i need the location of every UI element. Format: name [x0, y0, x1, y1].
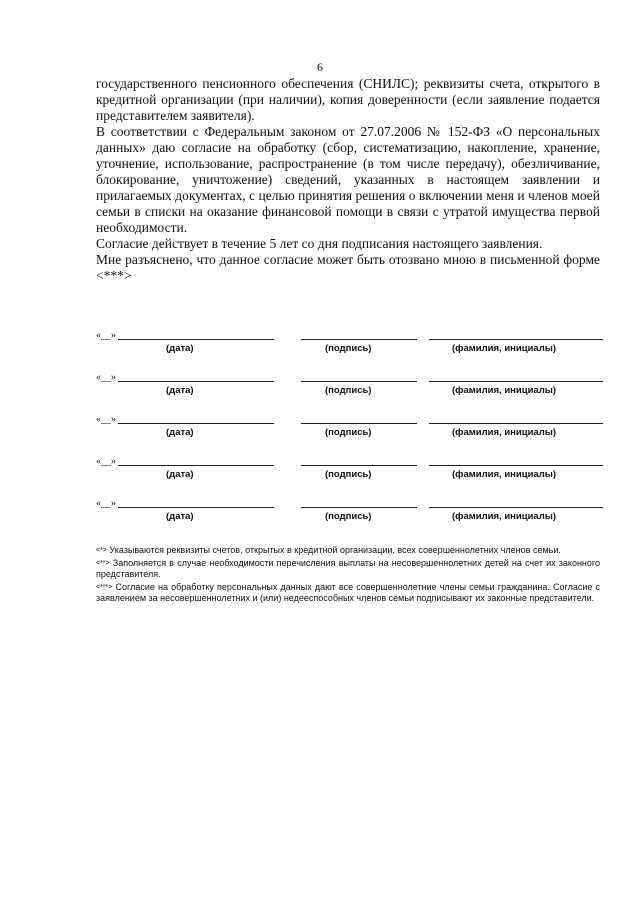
date-line[interactable]	[118, 465, 274, 466]
consent-duration-paragraph: Согласие действует в течение 5 лет со дня подписания настоящего заявления.	[96, 236, 543, 251]
signature-row-2	[96, 372, 606, 402]
footnote-2	[96, 558, 600, 581]
date-caption: (дата)	[166, 385, 194, 396]
signature-row-1	[96, 330, 606, 360]
signature-line[interactable]	[301, 507, 417, 508]
footnote-1	[96, 545, 600, 557]
signature-line[interactable]	[301, 339, 417, 340]
signature-row-4	[96, 456, 606, 486]
name-caption: (фамилия, инициалы)	[452, 385, 557, 396]
signature-caption: (подпись)	[325, 385, 372, 396]
name-line[interactable]	[429, 339, 603, 340]
name-line[interactable]	[429, 381, 603, 382]
date-line[interactable]	[118, 423, 274, 424]
signature-caption: (подпись)	[325, 343, 372, 354]
date-prefix: «__»	[96, 456, 116, 467]
name-caption: (фамилия, инициалы)	[452, 427, 557, 438]
date-prefix: «__»	[96, 414, 116, 425]
name-caption: (фамилия, инициалы)	[452, 511, 557, 522]
signature-line[interactable]	[301, 423, 417, 424]
signature-line[interactable]	[301, 381, 417, 382]
name-caption: (фамилия, инициалы)	[452, 469, 557, 480]
signature-caption: (подпись)	[325, 469, 372, 480]
signature-caption: (подпись)	[325, 427, 372, 438]
footnote-3	[96, 582, 600, 605]
date-prefix: «__»	[96, 372, 116, 383]
statement-text	[96, 76, 600, 284]
page-number: 6	[317, 60, 323, 74]
date-caption: (дата)	[166, 511, 194, 522]
date-line[interactable]	[118, 507, 274, 508]
date-prefix: «__»	[96, 330, 116, 341]
footnote-text: Согласие на обработку персональных данных дают все совершеннолетние члены семьи гражданина. Согласие с заявлением за несовершеннолетних и (или) недееспособных членов семьи подписывают их законные представители.	[96, 581, 600, 603]
name-line[interactable]	[429, 507, 603, 508]
name-line[interactable]	[429, 423, 603, 424]
name-line[interactable]	[429, 465, 603, 466]
date-caption: (дата)	[166, 343, 194, 354]
footnote-text: Заполняется в случае необходимости перечисления выплаты на несовершеннолетних детей на счет их законного представителя.	[96, 557, 600, 579]
signature-caption: (подпись)	[325, 511, 372, 522]
date-prefix: «__»	[96, 498, 116, 509]
footnotes	[96, 545, 600, 606]
consent-revocation-paragraph: Мне разъяснено, что данное согласие может быть отозвано мною в письменной форме <***>	[96, 252, 600, 283]
date-caption: (дата)	[166, 469, 194, 480]
footnote-text: Указываются реквизиты счетов, открытых в кредитной организации, всех совершеннолетних членов семьи.	[106, 545, 561, 555]
signature-row-5	[96, 498, 606, 528]
footnote-mark: <***>	[96, 583, 113, 591]
date-line[interactable]	[118, 381, 274, 382]
footnote-mark: <*>	[96, 547, 107, 554]
signature-line[interactable]	[301, 465, 417, 466]
document-list-paragraph: государственного пенсионного обеспечения (СНИЛС); реквизиты счета, открытого в кредитной организации (при наличии), копия доверенности (если заявление подается представителем заявителя).	[96, 76, 600, 123]
footnote-mark: <**>	[96, 559, 110, 567]
consent-paragraph: В соответствии с Федеральным законом от 27.07.2006 № 152-ФЗ «О персональных данных» даю согласие на обработку (сбор, систематизацию, накопление, хранение, уточнение, использование, распространение (в том числе передачу), обезличивание, блокирование, уничтожение) сведений, указанных в настоящем заявлении и прилагаемых документах, с целью принятия решения о включении меня и членов моей семьи в списки на оказание финансовой помощи в связи с утратой имущества первой необходимости.	[96, 124, 600, 235]
name-caption: (фамилия, инициалы)	[452, 343, 557, 354]
date-line[interactable]	[118, 339, 274, 340]
signature-row-3	[96, 414, 606, 444]
date-caption: (дата)	[166, 427, 194, 438]
